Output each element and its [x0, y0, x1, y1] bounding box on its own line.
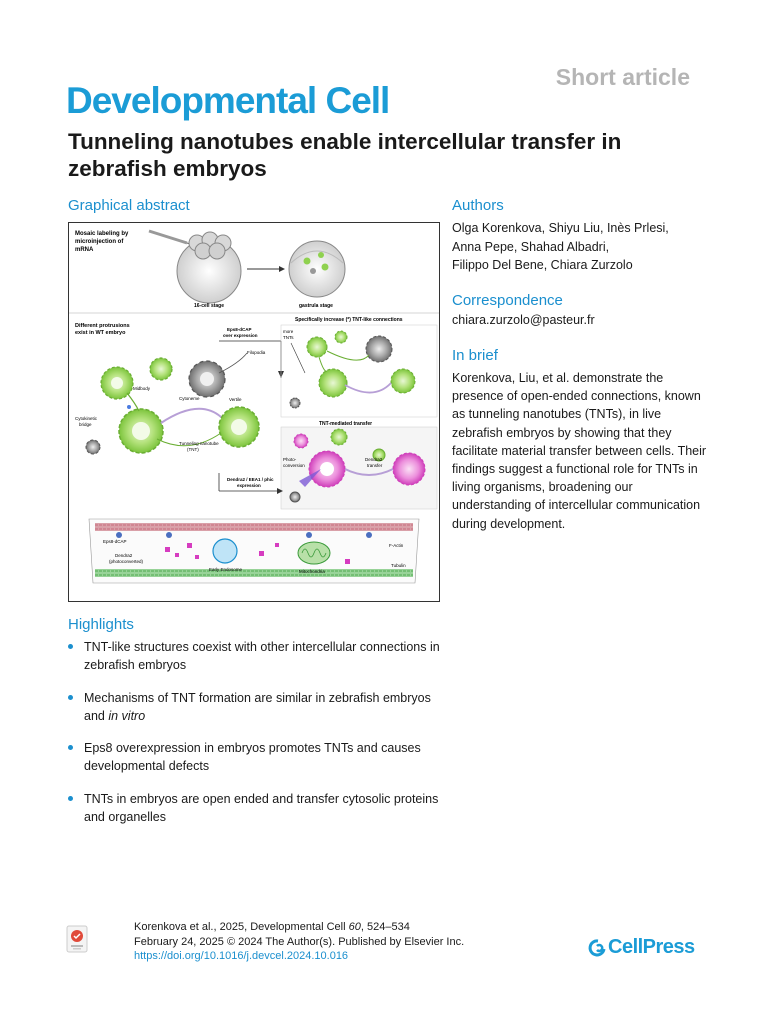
bullet-icon [68, 796, 73, 801]
bullet-icon [68, 745, 73, 750]
gastrula-embryo [289, 241, 345, 297]
label-protrusions-2: exist in WT embryo [75, 330, 126, 336]
needle-icon [149, 231, 187, 243]
wt-protrusions-panel [75, 323, 284, 454]
bullet-icon [68, 644, 73, 649]
label-tnts: TNTs [283, 335, 294, 340]
label-cytokinetic-1: Cytokinetic [75, 416, 98, 421]
in-brief-text: Korenkova, Liu, et al. demonstrate the presence of open-ended connections, known as tunneling nanotubes (TNTs), in live zebrafish embryos by showing that they facilitate material transfer between cells. Their findings suggest a functional role for TNTs in living organisms, broadening our understanding of intercellular communication during development. [452, 371, 707, 531]
green-cell [119, 409, 163, 453]
highlight-item [68, 689, 448, 725]
arrow-head [279, 266, 285, 272]
tubulin-band [95, 569, 413, 577]
green-cell [219, 407, 259, 447]
highlight-text: Mechanisms of TNT formation are similar in zebrafish embryos and [84, 690, 431, 723]
actin-band-top [95, 523, 413, 531]
nanotube-detail-panel [89, 519, 419, 583]
label-filopodia: Filopodia [247, 350, 266, 355]
article-title: Tunneling nanotubes enable intercellular transfer in zebrafish embryos [68, 129, 622, 181]
highlight-item [68, 790, 448, 826]
cellpress-logo[interactable] [588, 936, 695, 959]
label-16-cell: 16-cell stage [194, 303, 225, 309]
highlight-text: TNTs in embryos are open ended and transfer cytosolic proteins and organelles [84, 791, 439, 824]
tnt-transfer-panel [281, 421, 437, 509]
label-eps8-over-1: Eps8-dCAP [227, 327, 252, 332]
highlight-item [68, 638, 448, 674]
label-veritle: Vertile [229, 397, 242, 402]
label-mosaic-1: Mosaic labeling by [75, 231, 129, 237]
article-type-label: Short article [555, 64, 690, 90]
label-dendra-expr-2: expression [237, 483, 261, 488]
label-eps8: Eps8-dCAP [103, 539, 127, 544]
early-endosome [213, 539, 237, 563]
highlight-text: Eps8 overexpression in embryos promotes TNTs and causes developmental defects [84, 741, 421, 773]
label-mosaic-3: mRNA [75, 247, 94, 253]
authors-heading: Authors [452, 197, 504, 214]
label-eps8-over-2: over expression [223, 333, 258, 338]
gray-cell [86, 440, 100, 454]
citation [134, 920, 464, 964]
bullet-icon [68, 695, 73, 700]
citation-pages: , 524–534 [360, 921, 410, 933]
authors-list [452, 219, 712, 275]
label-more: more [283, 329, 294, 334]
highlight-italic: in vitro [108, 708, 146, 723]
highlight-text: TNT-like structures coexist with other intercellular connections in zebrafish embryos [84, 640, 440, 672]
label-factin: F-Actin [389, 543, 404, 548]
label-photo-1: Photo- [283, 457, 297, 462]
label-cytokinetic-2: bridge [79, 422, 92, 427]
cellpress-icon [588, 939, 606, 957]
graphical-abstract-figure[interactable] [68, 222, 440, 602]
label-protrusions-1: Different protrusions [75, 323, 130, 329]
correspondence-email[interactable]: chiara.zurzolo@pasteur.fr [452, 313, 595, 327]
mosaic-labeling-panel [75, 231, 345, 309]
authors-line: Filippo Del Bene, Chiara Zurzolo [452, 258, 633, 272]
label-mosaic-2: microinjection of [75, 239, 124, 245]
label-dendra-transfer-1: Dendra2 [365, 457, 383, 462]
label-cytoneme: Cytoneme [179, 396, 200, 401]
journal-name[interactable]: Developmental Cell [66, 80, 390, 121]
label-transfer: TNT-mediated transfer [319, 421, 373, 427]
label-tnt-2: (TNT) [187, 447, 199, 452]
doi-link[interactable]: https://doi.org/10.1016/j.devcel.2024.10.016 [134, 950, 349, 962]
label-increase: Specifically increase (*) TNT-like connections [295, 317, 403, 323]
eps8-increase-panel [281, 317, 437, 417]
gray-cell [189, 361, 225, 397]
in-brief-heading: In brief [452, 347, 498, 364]
highlight-item [68, 739, 448, 775]
publisher-name: CellPress [608, 936, 695, 958]
citation-ref: Korenkova et al., 2025, Developmental Cell [134, 921, 349, 933]
correspondence-heading: Correspondence [452, 292, 563, 309]
graphical-abstract-svg [69, 223, 439, 601]
highlights-list [68, 638, 448, 840]
citation-volume: 60 [348, 921, 361, 933]
label-dendra-transfer-2: transfer [367, 463, 383, 468]
label-tnt-1: Tunneling nanotube [179, 441, 219, 446]
label-dendra-photo-1: Dendra2 [115, 553, 133, 558]
label-tubulin: Tubulin [391, 563, 406, 568]
label-dendra-photo-2: (photoconverted) [109, 559, 144, 564]
green-cell [150, 358, 172, 380]
label-midbody: Midbody [133, 386, 151, 391]
citation-line-1 [134, 920, 464, 935]
label-endosome: Early Endosome [209, 567, 243, 572]
check-for-updates-icon[interactable] [66, 925, 88, 953]
label-gastrula: gastrula stage [299, 303, 333, 309]
authors-line: Olga Korenkova, Shiyu Liu, Inès Prlesi, [452, 221, 669, 235]
highlights-heading: Highlights [68, 616, 134, 633]
authors-line: Anna Pepe, Shahad Albadri, [452, 239, 610, 254]
label-mitochondria: Mitochondria [299, 569, 325, 574]
label-dendra-expr-1: Dendra2 / EEA1 / phic [227, 477, 274, 482]
label-photo-2: conversion [283, 463, 305, 468]
citation-line-2: February 24, 2025 © 2024 The Author(s). Published by Elsevier Inc. [134, 935, 465, 948]
graphical-abstract-heading: Graphical abstract [68, 197, 190, 214]
